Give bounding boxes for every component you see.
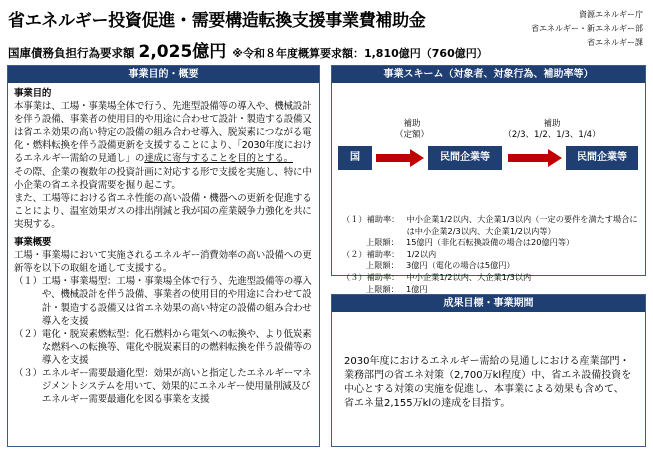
rate-num	[342, 237, 366, 249]
overview-item	[14, 367, 313, 406]
agency-line: 資源エネルギー庁	[579, 10, 643, 19]
rate-row	[342, 214, 645, 237]
agency-line: 省エネルギー・新エネルギー部	[531, 24, 643, 33]
rate-value: 3億円（電化の場合は5億円）	[406, 260, 515, 271]
scheme-panel	[331, 65, 646, 294]
item-number: （３）	[14, 367, 42, 379]
rate-key: 上限額：	[366, 237, 399, 248]
purpose-para-3: また、工場等における省エネ性能の高い設備・機器への更新を促進することにより、温室効果ガスの排出削減と我が国の産業競争力強化を共に実現する。	[14, 192, 312, 230]
rate-row	[342, 260, 645, 272]
purpose-para-1	[14, 100, 313, 165]
rate-value: 中小企業1/2以内、大企業1/3以内	[406, 271, 532, 282]
agency-line: 省エネルギー課	[587, 38, 643, 47]
subsidy-label-1	[387, 119, 437, 141]
rate-value: 1/2以内	[406, 248, 437, 259]
purpose-underlined: 達成に寄与することを目的とする。	[144, 153, 294, 165]
rate-row	[342, 249, 645, 261]
overview-title: 事業概要	[14, 237, 52, 249]
purpose-title: 事業目的	[14, 88, 52, 99]
budget-line	[8, 37, 488, 62]
rate-num	[342, 260, 366, 272]
overview-item	[14, 328, 313, 367]
rate-value: 15億円（非化石転換設備の場合は20億円等）	[406, 237, 575, 248]
purpose-heading: 事業目的・概要	[8, 66, 319, 83]
item-number: （１）	[14, 276, 42, 288]
rate-value: 中小企業1/2以内、大企業1/3以内（一定の要件を満たす場合には中小企業2/3以内、大企業1/2以内等）	[406, 214, 638, 236]
arrow-right-icon	[508, 149, 562, 167]
rate-row	[342, 272, 645, 284]
subsidy-label: 補助	[543, 119, 561, 129]
arrow-right-icon	[376, 149, 424, 167]
rate-num: （２）	[342, 248, 367, 259]
purpose-para-2: その際、企業の複数年の投資計画に対応する形で支援を実施し、特に中小企業の省エネ投資需要を掘り起こす。	[14, 166, 312, 191]
goal-heading: 成果目標・事業期間	[332, 295, 645, 312]
goal-text: 2030年度におけるエネルギー需給の見通しにおける産業部門・業務部門の省エネ対策（2,700万kl程度）中、省エネ設備投資を中心とする対策の実施を促進し、本事業による効果も含めて、省エネ量2,155万klの達成を目指す。	[344, 356, 632, 409]
overview-item	[14, 275, 313, 327]
box-country: 国	[338, 146, 372, 170]
budget-label: 国庫債務負担行為要求額	[8, 46, 135, 60]
rate-num: （１）	[342, 214, 367, 224]
purpose-panel	[7, 65, 320, 447]
item-text: 工場・事業場型：工場・事業場全体で行う、先進型設備等の導入や、機械設計を伴う設備、事業者の使用目的や用途に合わせて設計・製造する設備又は省エネ効果の高い特定の設備の組み合わせ導入を支援	[41, 276, 312, 327]
box-company-1: 民間企業等	[428, 146, 502, 170]
subsidy-label: 補助	[403, 119, 421, 129]
item-text: 電化・脱炭素燃転型：化石燃料から電気への転換や、より低炭素な燃料への転換等、電化や脱炭素目的の燃料転換を伴う設備等の導入を支援	[41, 328, 312, 366]
rate-value: 1億円	[406, 283, 428, 294]
page-title: 省エネルギー投資促進・需要構造転換支援事業費補助金	[8, 11, 426, 31]
scheme-heading: 事業スキーム（対象者、対象行為、補助率等）	[332, 66, 645, 83]
budget-sub: ※令和８年度概算要求額：1,810億円（760億円）	[232, 47, 488, 60]
goal-panel	[331, 294, 646, 447]
overview-intro: 工場・事業場において実施されるエネルギー消費効率の高い設備への更新等を以下の取組を通して支援する。	[14, 250, 312, 275]
item-number: （２）	[14, 328, 42, 340]
rate-key: 補助率：	[366, 271, 400, 282]
rate-row	[342, 237, 645, 249]
scheme-flow	[332, 83, 645, 168]
box-company-2: 民間企業等	[566, 146, 638, 170]
item-text: エネルギー需要最適化型：効果が高いと指定したエネルギーマネジメントシステムを用いて、効果的にエネルギー使用量削減及びエネルギー需要最適化を図る事業を支援	[41, 367, 312, 406]
subsidy-sub: （定額）	[394, 130, 429, 140]
subsidy-rates	[332, 214, 645, 295]
rate-num: （３）	[342, 271, 367, 282]
rate-key: 補助率：	[366, 248, 400, 259]
purpose-text: 本事業は、工場・事業場全体で行う、先進型設備等の導入や、機械設計を伴う設備、事業者の使用目的や用途に合わせて設計・製造する設備又は省エネ効果の高い特定の設備の組み合わせ導入、脱炭素につながる電化・燃料転換を伴う設備更新を支援することにより、「2030年度におけるエネルギー需給の見通し」の	[14, 101, 312, 165]
rate-key: 上限額：	[366, 283, 399, 294]
rate-key: 補助率：	[366, 214, 400, 224]
subsidy-sub: （2/3、1/2、1/3、1/4）	[503, 130, 601, 140]
agency-block	[531, 8, 643, 50]
subsidy-label-2	[492, 119, 612, 141]
budget-amount: 2,025億円	[138, 42, 227, 62]
rate-key: 上限額：	[366, 260, 399, 271]
